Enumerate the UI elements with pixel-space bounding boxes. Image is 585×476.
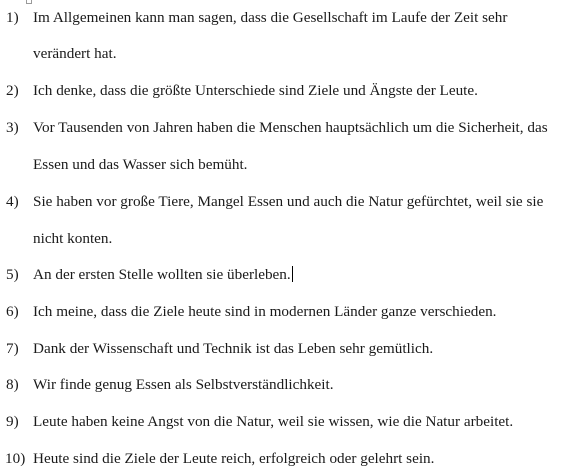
- list-number: 4): [6, 193, 19, 210]
- list-number: 5): [6, 266, 19, 283]
- list-text: Ich meine, dass die Ziele heute sind in modernen Länder ganze verschieden.: [33, 303, 497, 320]
- list-text-with-cursor: [33, 265, 293, 285]
- list-text: An der ersten Stelle wollten sie überleben.: [33, 266, 291, 283]
- list-text: Wir finde genug Essen als Selbstverständlichkeit.: [33, 376, 334, 393]
- list-number: 3): [6, 119, 19, 136]
- list-text: verändert hat.: [33, 45, 117, 62]
- list-text: Essen und das Wasser sich bemüht.: [33, 156, 248, 173]
- list-text: Heute sind die Ziele der Leute reich, erfolgreich oder gelehrt sein.: [33, 450, 435, 467]
- list-text: Im Allgemeinen kann man sagen, dass die Gesellschaft im Laufe der Zeit sehr: [33, 9, 508, 26]
- list-number: 10): [5, 450, 26, 467]
- list-number: 8): [6, 376, 19, 393]
- list-text: Vor Tausenden von Jahren haben die Menschen hauptsächlich um die Sicherheit, das: [33, 119, 548, 136]
- paragraph-mark-icon: [26, 0, 32, 4]
- list-text: Sie haben vor große Tiere, Mangel Essen und auch die Natur gefürchtet, weil sie sie: [33, 193, 544, 210]
- list-number: 2): [6, 82, 19, 99]
- list-text: Ich denke, dass die größte Unterschiede sind Ziele und Ängste der Leute.: [33, 82, 478, 99]
- list-number: 7): [6, 340, 19, 357]
- list-text: nicht konten.: [33, 230, 113, 247]
- list-number: 1): [6, 9, 19, 26]
- text-cursor: [292, 266, 293, 282]
- list-text: Leute haben keine Angst von die Natur, weil sie wissen, wie die Natur arbeitet.: [33, 413, 514, 430]
- list-text: Dank der Wissenschaft und Technik ist das Leben sehr gemütlich.: [33, 340, 434, 357]
- list-number: 9): [6, 413, 19, 430]
- list-number: 6): [6, 303, 19, 320]
